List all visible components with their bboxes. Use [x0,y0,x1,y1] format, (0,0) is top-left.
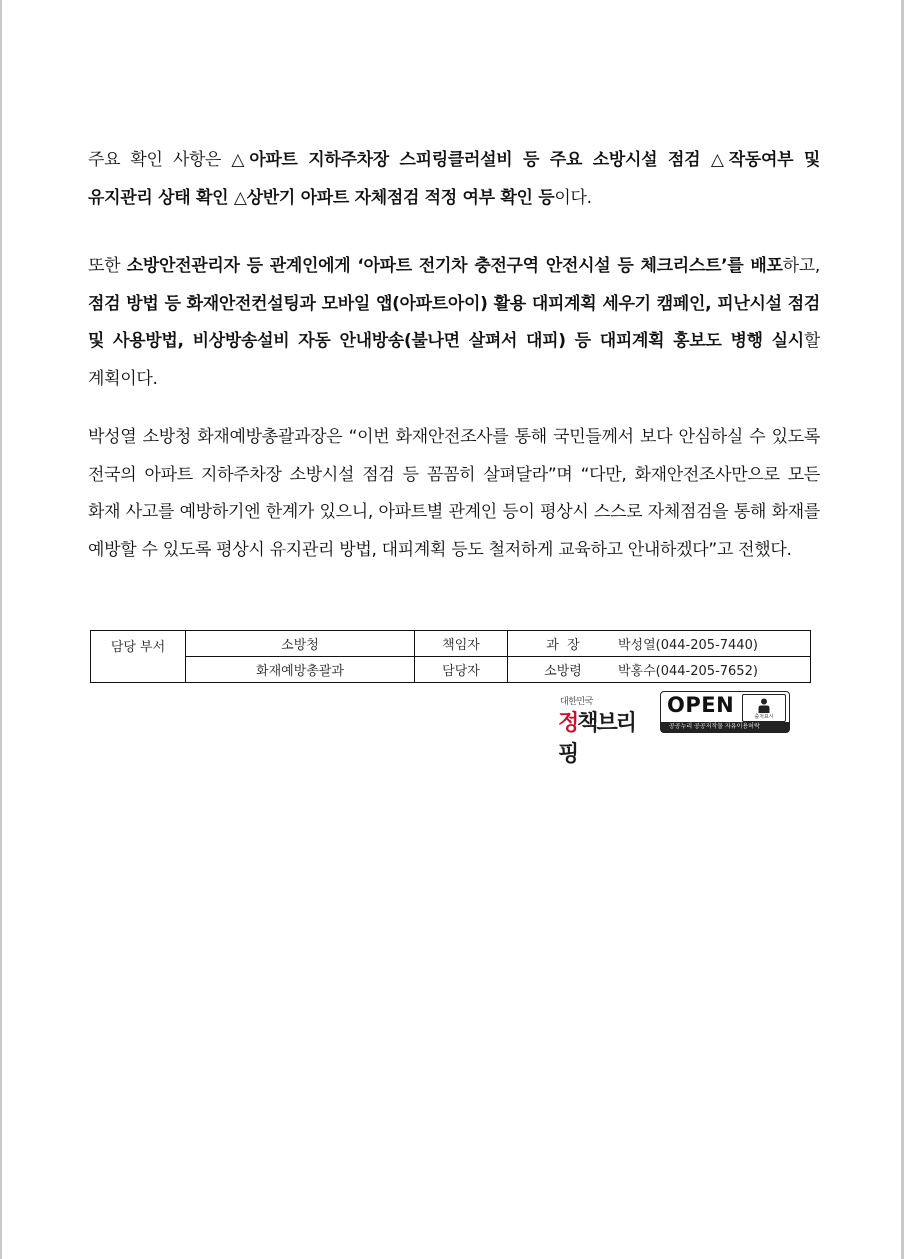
paragraph-director-quote [88,419,820,569]
attribution-label: 출처표시 [754,714,774,720]
briefing-logo-text [558,706,652,768]
dept-label: 담당 부서 [91,631,186,683]
bold-run-3: 점검 방법 등 화재안전컨설팅과 모바일 앱(아파트아이) 활용 대피계획 세우기 캠페인, 피난시설 점검 및 사용방법, 비상방송설비 자동 안내방송(불나면 살펴서 대피) 등 대피계획 홍보도 병행 실시 [88,293,820,351]
bold-run-1: △아파트 지하주차장 스피링클러설비 등 주요 소방시설 점검 △작동여부 및 유지관리 상태 확인 △상반기 아파트 자체점검 적정 여부 확인 등 [88,150,820,208]
contact-table [90,630,811,683]
briefing-logo-small-text: 대한민국 [560,697,593,707]
contact-row-responsible [91,631,811,657]
briefing-logo-red-glyph: 정 [558,711,578,736]
role-responsible: 책임자 [415,631,508,657]
person-title: 소방령 [544,664,582,679]
text-run-0: 또한 [88,256,127,276]
text-run-0: 박성열 소방청 화재예방총괄과장은 “이번 화재안전조사를 통해 국민들께서 보다 안심하실 수 있도록 전국의 아파트 지하주차장 소방시설 점검 등 꼼꼼히 살펴달라”며 “다만, 화재안전조사만으로 모든 화재 사고를 예방하기엔 한계가 있으니, 아파트별 관계인 등이 평상시 스스로 자체점검을 통해 화재를 예방할 수 있도록 평상시 유지관리 방법, 대피계획 등도 철저하게 교육하고 안내하겠다”고 전했다. [88,427,820,560]
paragraph-main-checks [88,142,820,217]
bold-run-1: 소방안전관리자 등 관계인에게 ‘아파트 전기차 충전구역 안전시설 등 체크리스트’를 배포 [126,256,783,276]
dept-name-line2: 화재예방총괄과 [186,657,415,683]
person-title: 과 장 [546,638,580,653]
paragraph-checklist-campaign [88,248,820,398]
text-run-4: 할 계획이다. [88,331,820,389]
policy-briefing-logo [558,694,652,767]
open-logo-text: OPEN [667,693,735,717]
person-name-phone: 박홍수(044-205-7652) [618,664,758,679]
person-icon [758,698,770,713]
person-staff [508,657,811,683]
person-name-phone: 박성열(044-205-7440) [618,638,758,653]
page-left-edge [0,0,2,1259]
attribution-box [742,694,786,722]
footer-logos [558,690,790,767]
open-logo-bar [661,722,789,732]
open-logo-subtext: 공공누리 공공저작물 자유이용허락 [669,723,760,730]
text-run-2: 이다. [554,187,592,208]
briefing-logo-rest: 책브리핑 [558,711,636,767]
dept-name-line1: 소방청 [186,631,415,657]
kogl-open-logo [660,691,790,733]
role-staff: 담당자 [415,657,508,683]
person-responsible [508,631,811,657]
text-run-2: 하고, [782,256,820,276]
text-run-0: 주요 확인 사항은 [88,150,232,170]
contact-row-staff [91,657,811,683]
